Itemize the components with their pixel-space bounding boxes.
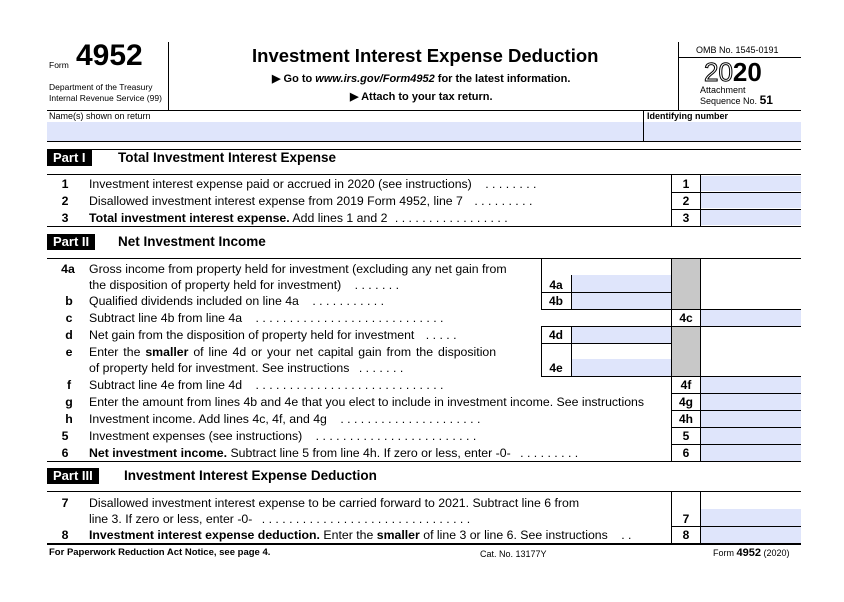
line-box-label: 4d: [548, 328, 563, 342]
line-description: Disallowed investment interest expense from 2019 Form 4952, line 7 . . . . . . . . .: [89, 194, 533, 208]
footer-form-id: Form 4952 (2020): [713, 547, 790, 559]
line-number-4g: g: [65, 395, 73, 409]
sequence-label: Sequence No. 51: [700, 93, 773, 107]
line-4d-text: Net gain from the disposition of property held for investment . . . . .: [89, 328, 457, 342]
line-number-4f: f: [66, 378, 72, 392]
line-description: Investment interest expense paid or accrued in 2020 (see instructions) . . . . . . . .: [89, 177, 537, 191]
line-5-text: Investment expenses (see instructions) . . . . . . . . . . . . . . . . . . . . . . . .: [89, 429, 477, 443]
form-number: 4952: [76, 39, 143, 72]
irs-line: Internal Revenue Service (99): [49, 93, 162, 103]
inner-col-divider-b: [571, 275, 572, 310]
line-2-amount-field[interactable]: [701, 193, 801, 208]
line-rule: [541, 343, 671, 344]
part1-tag: Part I: [47, 150, 92, 166]
part2-col-divider-b: [700, 259, 701, 462]
line-box-label: 3: [682, 211, 690, 225]
line-3-amount-field[interactable]: [701, 210, 801, 225]
line-number-4e: e: [65, 345, 73, 359]
line-1-amount-field[interactable]: [701, 176, 801, 191]
form-word: Form: [49, 60, 69, 70]
tax-year-bold: 20: [732, 57, 762, 87]
part3-col-divider-a: [671, 492, 672, 543]
line-4a-text-2: the disposition of property held for investment) . . . . . . .: [89, 278, 400, 292]
line-number-4h: h: [65, 412, 73, 426]
line-box-label: 8: [682, 528, 690, 542]
part2-title: Net Investment Income: [118, 234, 266, 249]
line-number-4d: d: [65, 328, 73, 342]
line-box-label: 1: [682, 177, 690, 191]
line-box-label: 7: [682, 512, 690, 526]
inner-col-divider-c: [541, 326, 542, 377]
paperwork-notice: For Paperwork Reduction Act Notice, see page 4.: [49, 547, 271, 558]
line-4a-text-1: Gross income from property held for investment (excluding any net gain from: [89, 262, 507, 276]
name-row-bottom-rule: [47, 141, 801, 142]
line-4a-amount-field[interactable]: [572, 275, 671, 292]
line-number-7: 7: [61, 496, 69, 510]
line-box-label: 4e: [549, 361, 563, 375]
line-4d-amount-field[interactable]: [572, 327, 671, 343]
line-4f-text: Subtract line 4e from line 4d . . . . . . . . . . . . . . . . . . . . . . . . . . . .: [89, 378, 444, 392]
catalog-number: Cat. No. 13177Y: [480, 549, 547, 559]
line-number-5: 5: [61, 429, 69, 443]
line-description: Total investment interest expense. Add lines 1 and 2 . . . . . . . . . . . . . . . . .: [89, 211, 508, 225]
line-4e-text-1: Enter the smaller of line 4d or your net capital gain from the disposition: [89, 345, 497, 359]
line-4c-amount-field[interactable]: [701, 310, 801, 326]
attach-instruction: ▶ Attach to your tax return.: [350, 91, 493, 103]
line-number-8: 8: [61, 528, 69, 542]
inner-col-divider-d: [571, 326, 572, 377]
part1-col-divider-a: [671, 175, 672, 226]
line-number-4a: 4a: [61, 262, 75, 276]
part2-top-rule: [47, 226, 801, 227]
line-4f-amount-field[interactable]: [701, 377, 801, 393]
line-7-amount-field[interactable]: [701, 509, 801, 526]
part3-tag: Part III: [47, 468, 99, 484]
name-label: Name(s) shown on return: [49, 111, 151, 121]
part2-tag: Part II: [47, 234, 95, 250]
line-4e-amount-field[interactable]: [572, 359, 671, 376]
line-7-text-2: line 3. If zero or less, enter -0- . . . . . . . . . . . . . . . . . . . . . . . . . . . . . . .: [89, 512, 471, 526]
tax-year-outline: 20: [704, 57, 733, 87]
line-box-label: 4h: [678, 412, 693, 426]
line-box-label: 4f: [680, 378, 692, 392]
part1-col-divider-b: [700, 175, 701, 226]
shaded-column-a: [671, 259, 700, 309]
line-5-amount-field[interactable]: [701, 428, 801, 444]
part1-header-bottom-rule: [47, 174, 801, 175]
line-4h-amount-field[interactable]: [701, 411, 801, 427]
attachment-label: Attachment: [700, 85, 746, 95]
line-4h-text: Investment income. Add lines 4c, 4f, and 4g . . . . . . . . . . . . . . . . . . . . .: [89, 412, 481, 426]
shaded-column-b: [671, 326, 700, 376]
part1-title: Total Investment Interest Expense: [118, 150, 337, 165]
line-8-text: Investment interest expense deduction. Enter the smaller of line 3 or line 6. See instructions . .: [89, 528, 632, 542]
part3-title: Investment Interest Expense Deduction: [124, 468, 377, 483]
line-8-amount-field[interactable]: [701, 527, 801, 543]
line-4e-text-2: of property held for investment. See instructions . . . . . . .: [89, 361, 404, 375]
tax-year: [704, 58, 762, 86]
line-4g-amount-field[interactable]: [701, 394, 801, 410]
line-number-4c: c: [65, 311, 73, 325]
form-title: Investment Interest Expense Deduction: [252, 45, 599, 66]
line-6-text: Net investment income. Subtract line 5 from line 4h. If zero or less, enter -0- . . . . . . . . .: [89, 446, 579, 460]
identifying-number-field[interactable]: [644, 122, 801, 141]
line-number: 3: [61, 211, 69, 225]
form-bottom-rule: [47, 543, 801, 545]
line-box-label: 4a: [549, 278, 563, 292]
line-box-label: 4b: [548, 294, 563, 308]
line-box-label: 4g: [678, 395, 693, 409]
identifying-number-label: Identifying number: [647, 111, 728, 121]
header-divider-right: [678, 42, 679, 110]
line-4g-text: Enter the amount from lines 4b and 4e that you elect to include in investment income. See instructions: [89, 395, 645, 409]
part3-col-divider-b: [700, 492, 701, 543]
line-box-label: 5: [682, 429, 690, 443]
inner-col-divider-a: [541, 259, 542, 310]
omb-number: OMB No. 1545-0191: [696, 45, 779, 55]
line-4c-text: Subtract line 4b from line 4a . . . . . . . . . . . . . . . . . . . . . . . . . . . .: [89, 311, 444, 325]
line-box-label: 4c: [679, 311, 693, 325]
part3-header-bottom-rule: [47, 491, 801, 492]
line-4b-text: Qualified dividends included on line 4a . . . . . . . . . . .: [89, 294, 385, 308]
part3-top-rule: [47, 461, 801, 462]
line-6-amount-field[interactable]: [701, 445, 801, 461]
goto-instruction: ▶ Go to www.irs.gov/Form4952 for the latest information.: [272, 73, 571, 85]
line-number: 2: [61, 194, 69, 208]
line-number-4b: b: [65, 294, 73, 308]
part2-col-divider-a: [671, 259, 672, 462]
line-7-text-1: Disallowed investment interest expense to be carried forward to 2021. Subtract line 6 from: [89, 496, 580, 510]
line-box-label: 2: [682, 194, 690, 208]
header-divider-left: [168, 42, 169, 110]
line-4b-amount-field[interactable]: [572, 293, 671, 309]
line-box-label: 6: [682, 446, 690, 460]
department-line: Department of the Treasury: [49, 82, 153, 92]
sequence-number: 51: [759, 93, 773, 107]
name-field[interactable]: [47, 122, 643, 141]
line-number-6: 6: [61, 446, 69, 460]
line-number: 1: [61, 177, 69, 191]
irs-url: www.irs.gov/Form4952: [315, 73, 435, 85]
